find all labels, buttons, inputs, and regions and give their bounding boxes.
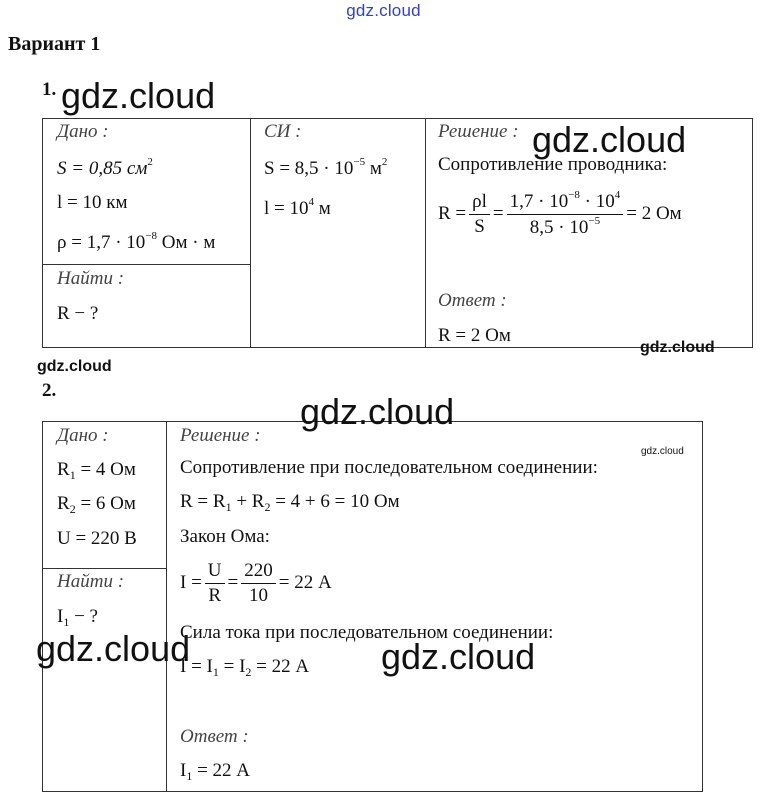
p1-si-l: $l = 10^4$ м — [264, 196, 331, 219]
p1-given-header: Дано : — [57, 121, 109, 142]
watermark-small: gdz.cloud — [640, 339, 715, 356]
p2-text-series-current: Сила тока при последовательном соединении: — [180, 622, 554, 643]
p1-given-rho: $\rho = 1,7 \cdot 10^{-8}$ Ом · м — [57, 230, 216, 253]
watermark-large: gdz.cloud — [381, 636, 536, 677]
p2-text-ohm-law: Закон Ома: — [180, 526, 270, 547]
p1-si-cell — [250, 118, 426, 348]
p1-answer-header: Ответ : — [438, 290, 507, 311]
p1-given-s: S = 0,85 $см^2$ — [57, 156, 153, 179]
p1-answer: R = 2 Ом — [438, 325, 511, 346]
p2-find-header: Найти : — [57, 571, 125, 592]
p2-given-r1: $R_1 = 4$ Ом — [57, 459, 136, 482]
p2-text-series-resistance: Сопротивление при последовательном соединении: — [180, 457, 598, 478]
p2-solution-header: Решение : — [180, 425, 261, 446]
variant-title: Вариант 1 — [8, 33, 101, 55]
watermark-large: gdz.cloud — [61, 75, 216, 116]
watermark-small: gdz.cloud — [37, 358, 112, 375]
p2-given-u: U = 220 В — [57, 528, 137, 549]
p1-formula: R = $\frac{\rho l}{S}$ = $\frac{1,7 \cdot 10^{-8} \cdot 10^4}{8,5 \cdot 10^{-5}}$ = 2 Ом — [438, 189, 682, 238]
p2-answer: $I_1 = 22$ А — [180, 760, 251, 783]
watermark-large: gdz.cloud — [532, 119, 687, 160]
p1-find-header: Найти : — [57, 268, 125, 289]
p2-fraction-values: $\frac{220}{10}$ — [241, 559, 276, 608]
p1-fraction-rho-l-over-s: $\frac{\rho l}{S}$ — [469, 190, 490, 239]
watermark-large: gdz.cloud — [300, 391, 455, 432]
p2-ohm-formula: I = $\frac{U}{R}$ = $\frac{220}{10}$ = 22 А — [180, 560, 332, 606]
p1-find-value: R − ? — [57, 303, 99, 324]
p2-given-r2: $R_2 = 6$ Ом — [57, 493, 136, 516]
p2-find-cell — [42, 568, 167, 792]
p1-si-s: $S = 8,5 \cdot 10^{-5}$ $м^2$ — [264, 156, 388, 179]
p1-solution-header: Решение : — [438, 121, 519, 142]
p2-given-header: Дано : — [57, 425, 109, 446]
p1-given-l: l = 10 км — [57, 192, 128, 213]
p2-answer-header: Ответ : — [180, 726, 249, 747]
problem-2-number: 2. — [42, 380, 57, 401]
p1-solution-text: Сопротивление проводника: — [438, 154, 668, 175]
watermark-large: gdz.cloud — [36, 628, 191, 669]
p2-eq-total-resistance: $R = R_1 + R_2 = 4 + 6 = 10$ Ом — [180, 491, 400, 514]
p2-fraction-u-over-r: $\frac{U}{R}$ — [205, 559, 225, 608]
p1-si-header: СИ : — [264, 121, 302, 142]
p1-fraction-values: $\frac{1,7 \cdot 10^{-8} \cdot 10^4}{8,5 \cdot 10^{-5}}$ — [507, 189, 624, 240]
problem-1-number: 1. — [42, 79, 57, 100]
p2-find-value: $I_1$ − ? — [57, 606, 98, 629]
watermark-tiny: gdz.cloud — [641, 446, 684, 457]
watermark-top: gdz.cloud — [346, 1, 421, 20]
p2-eq-current: $I = I_1 = I_2 = 22$ А — [180, 656, 310, 679]
